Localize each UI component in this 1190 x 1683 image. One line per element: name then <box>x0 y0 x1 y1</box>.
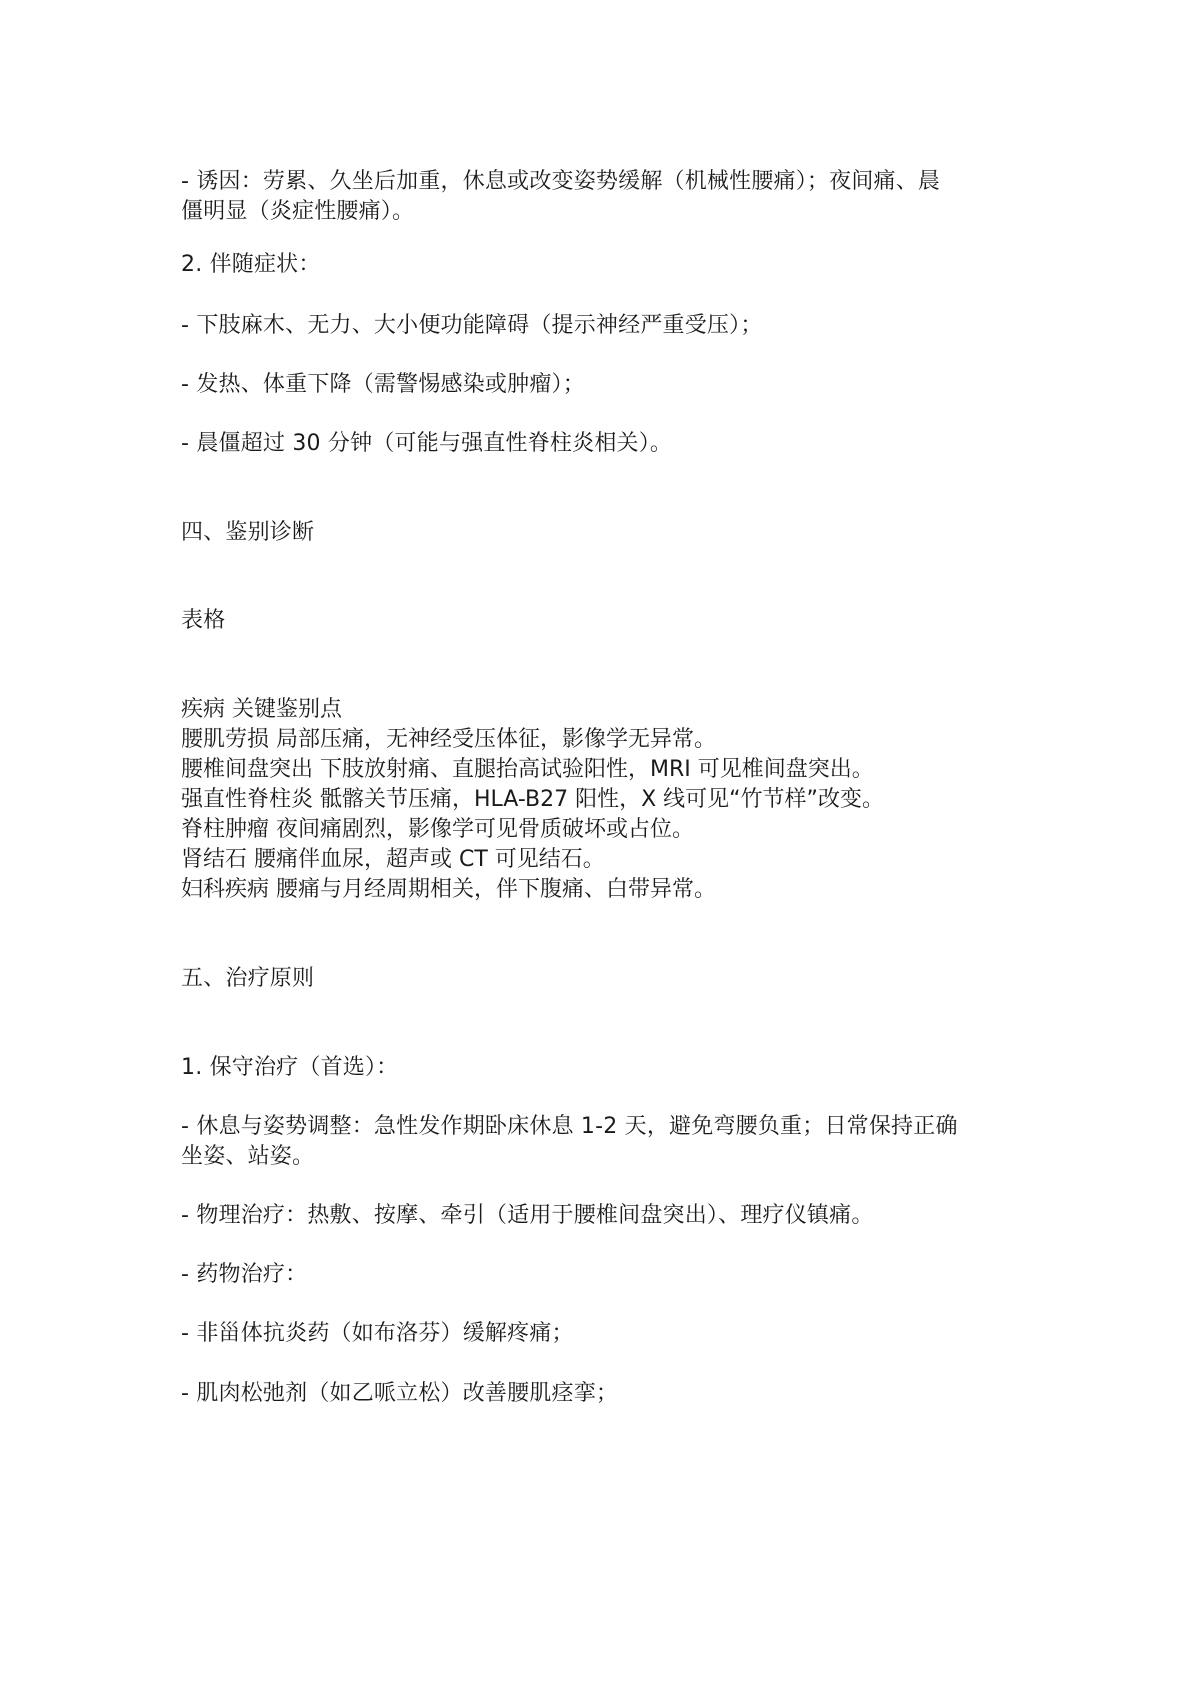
rest-line-1: - 休息与姿势调整：急性发作期卧床休息 1-2 天，避免弯腰负重；日常保持正确 <box>181 1114 958 1139</box>
table-row: 腰肌劳损 局部压痛，无神经受压体征，影像学无异常。 <box>181 727 716 752</box>
table-row: 妇科疾病 腰痛与月经周期相关，伴下腹痛、白带异常。 <box>181 877 716 902</box>
table-row: 强直性脊柱炎 骶髂关节压痛，HLA-B27 阳性，X 线可见“竹节样”改变。 <box>181 787 884 812</box>
table-row: 腰椎间盘突出 下肢放射痛、直腿抬高试验阳性，MRI 可见椎间盘突出。 <box>181 757 874 782</box>
drug-item: - 肌肉松弛剂（如乙哌立松）改善腰肌痉挛； <box>181 1381 619 1406</box>
section-title-differential: 四、鉴别诊断 <box>181 520 315 545</box>
table-header-row: 疾病 关键鉴别点 <box>181 697 342 722</box>
accompany-item: - 下肢麻木、无力、大小便功能障碍（提示神经严重受压）； <box>181 313 763 338</box>
table-row: 肾结石 腰痛伴血尿，超声或 CT 可见结石。 <box>181 847 605 872</box>
rest-line-2: 坐姿、站姿。 <box>181 1144 315 1169</box>
treatment-heading: 1. 保守治疗（首选）： <box>181 1055 399 1080</box>
drug-item: - 非甾体抗炎药（如布洛芬）缓解疼痛； <box>181 1321 574 1346</box>
drug-heading: - 药物治疗： <box>181 1262 308 1287</box>
section-title-treatment: 五、治疗原则 <box>181 966 315 991</box>
trigger-line-1: - 诱因：劳累、久坐后加重，休息或改变姿势缓解（机械性腰痛）；夜间痛、晨 <box>181 169 941 194</box>
table-row: 脊柱肿瘤 夜间痛剧烈，影像学可见骨质破坏或占位。 <box>181 817 694 842</box>
table-label: 表格 <box>181 608 226 633</box>
physio-line: - 物理治疗：热敷、按摩、牵引（适用于腰椎间盘突出）、理疗仪镇痛。 <box>181 1203 874 1228</box>
accompany-item: - 发热、体重下降（需警惕感染或肿瘤）； <box>181 372 585 397</box>
accompany-heading: 2. 伴随症状： <box>181 252 321 277</box>
accompany-item: - 晨僵超过 30 分钟（可能与强直性脊柱炎相关）。 <box>181 431 673 456</box>
trigger-line-2: 僵明显（炎症性腰痛）。 <box>181 199 415 224</box>
